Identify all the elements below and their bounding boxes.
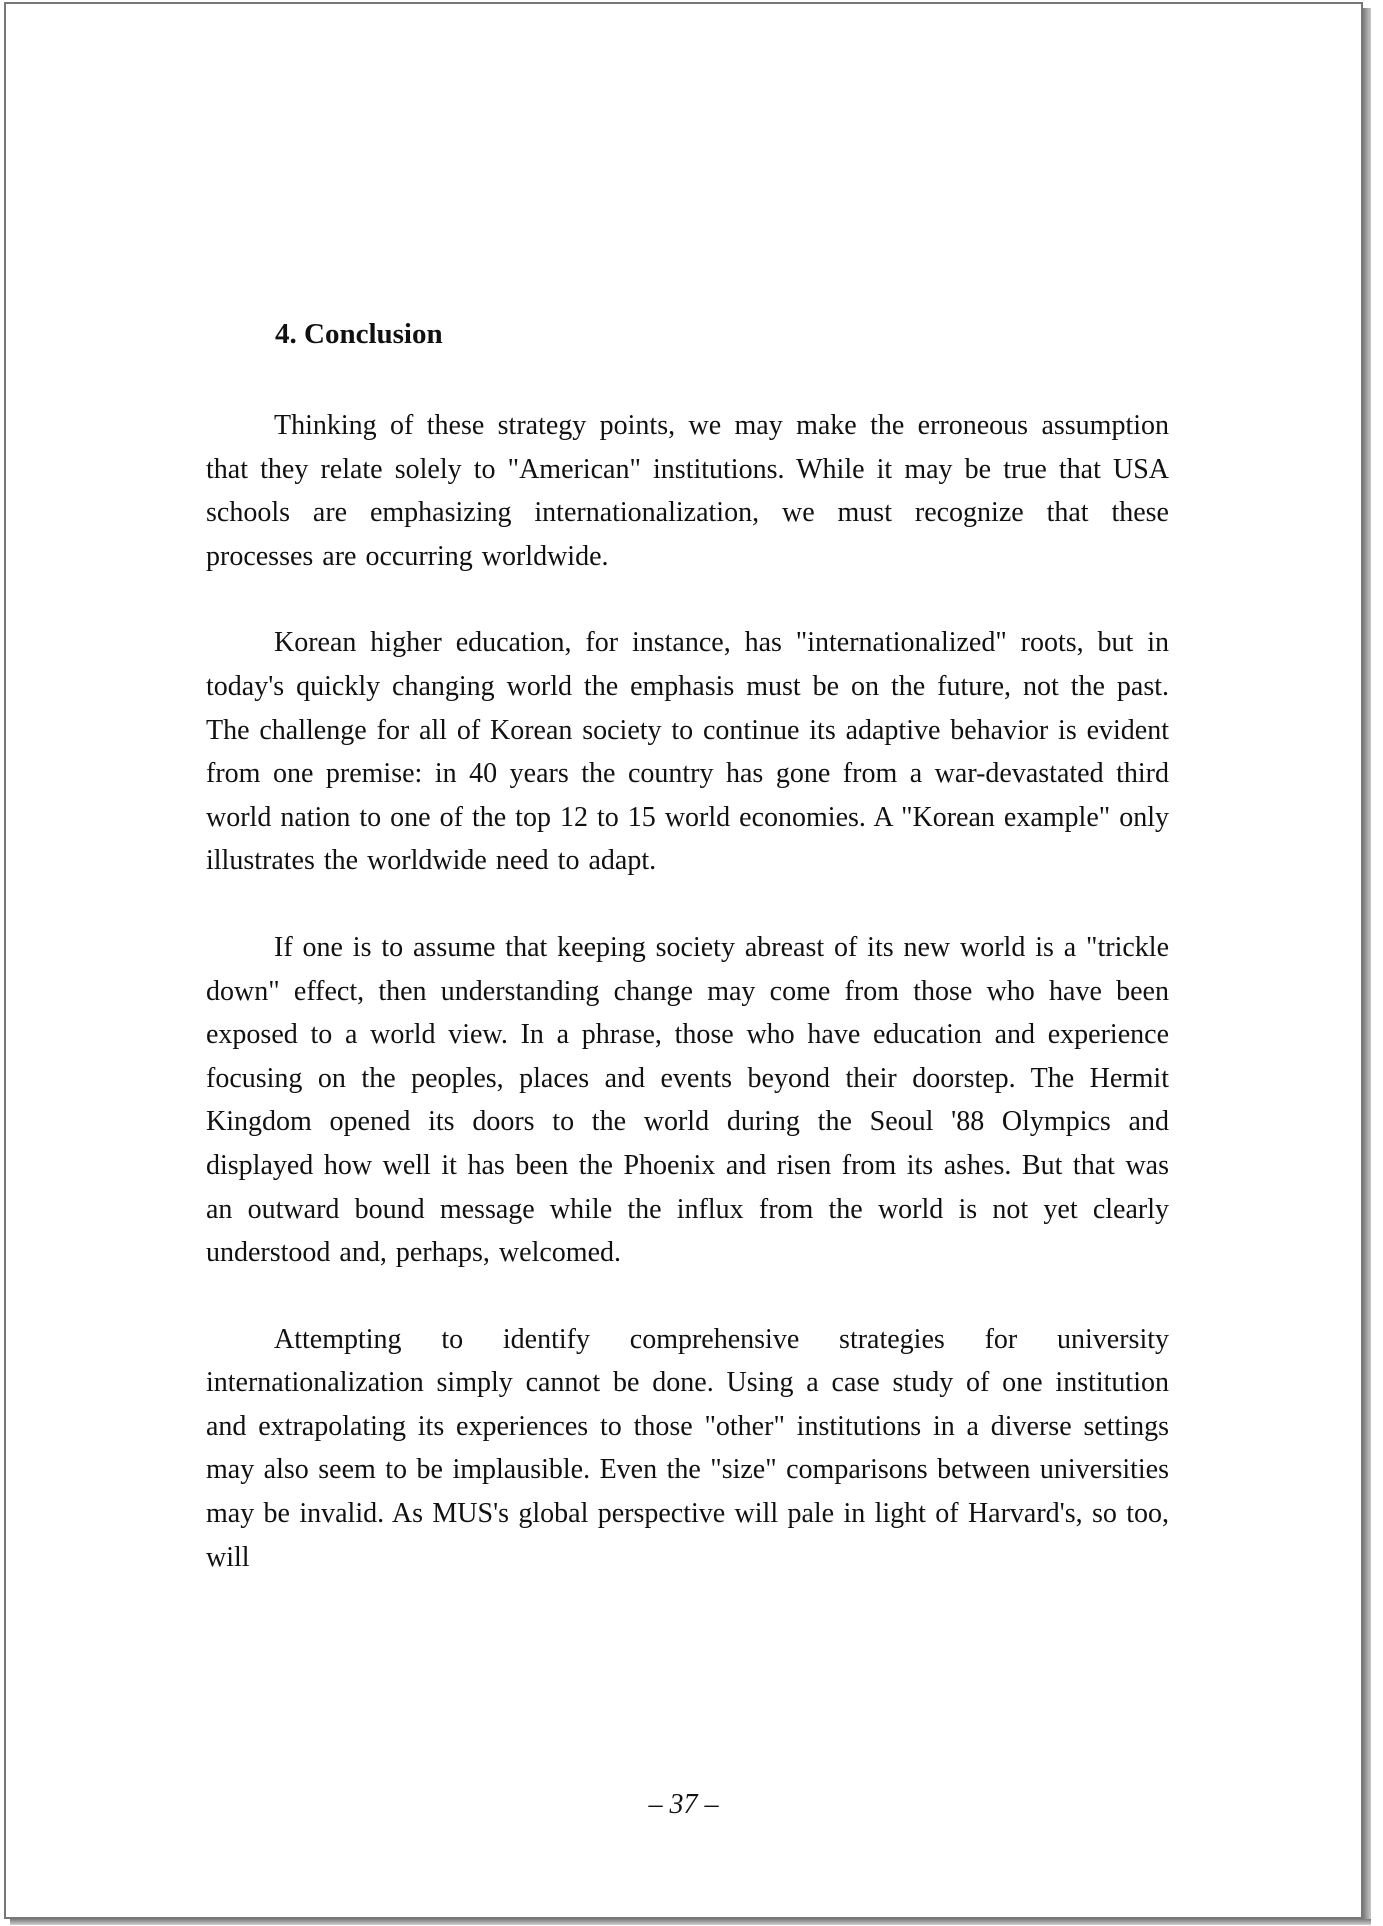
page-shadow-bottom [10,1919,1371,1925]
paragraph-4: Attempting to identify comprehensive strategies for university internationalization simply cannot be done. Using a case study of one institution and extrapolating its experiences to those "other" institutions in a diverse settings may also seem to be implausible. Even the "size" comparisons between universities may be invalid. As MUS's global perspective will pale in light of Harvard's, so too, will [206,1323,1169,1573]
document-page [4,2,1363,1919]
paragraph-3: If one is to assume that keeping society abreast of its new world is a "trickle down" effect, then understanding change may come from those who have been exposed to a world view. In a phrase, those who have education and experience focusing on the peoples, places and events beyond their doorstep. The Hermit Kingdom opened its doors to the world during the Seoul '88 Olympics and displayed how well it has been the Phoenix and risen from its ashes. But that was an outward bound message while the influx from the world is not yet clearly understood and, perhaps, welcomed. [206,931,1169,1269]
section-heading: 4. Conclusion [275,318,443,350]
page-shadow-right [1363,8,1371,1923]
paragraph-2: Korean higher education, for instance, has "internationalized" roots, but in today's quickly changing world the emphasis must be on the future, not the past. The challenge for all of Korean society to continue its adaptive behavior is evident from one premise: in 40 years the country has gone from a war-devastated third world nation to one of the top 12 to 15 world economies. A "Korean example" only illustrates the worldwide need to adapt. [206,627,1169,877]
paragraph-1: Thinking of these strategy points, we may make the erroneous assumption that they relate solely to "American" institutions. While it may be true that USA schools are emphasizing internationalization, we must recognize that these processes are occurring worldwide. [206,410,1169,572]
page-content [206,314,1169,1622]
page-number: – 37 – [648,1789,719,1820]
